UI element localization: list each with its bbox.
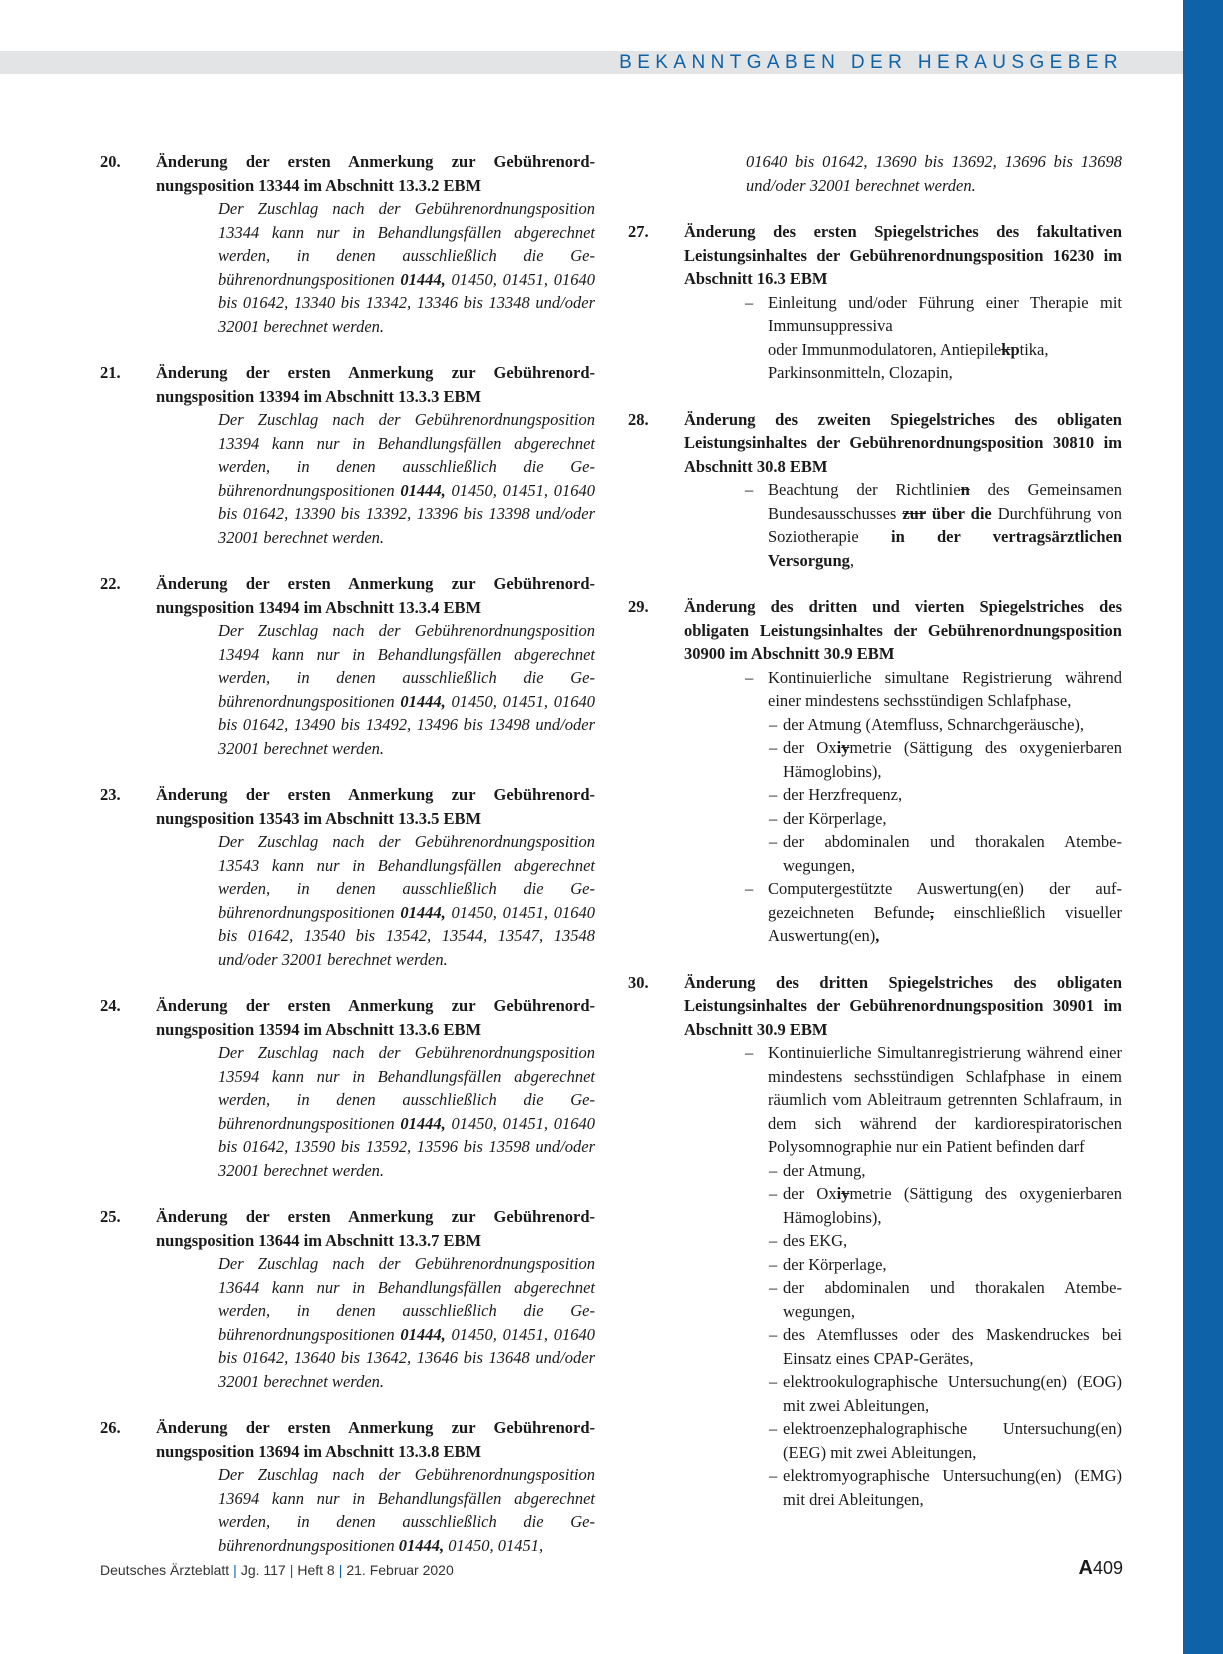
section-body — [218, 830, 595, 971]
body-text: Der Zuschlag nach der Gebührenordnungsposition 13344 kann nur in Behandlungsfällen abgerechnet werden, in denen ausschließlich die Gebührenordnungspositionen — [218, 199, 595, 289]
body-bold-code: 01444, — [400, 1324, 446, 1344]
body-text: Der Zuschlag nach der Gebührenordnungsposition 13543 kann nur in Behandlungsfällen abgerechnet werden, in denen ausschließlich die Gebührenordnungspositionen — [218, 832, 595, 922]
sub-list-item — [769, 1417, 1122, 1464]
section-number: 24. — [100, 996, 121, 1015]
section-number: 30. — [628, 972, 649, 992]
body-text: Der Zuschlag nach der Gebührenordnungsposition 13694 kann nur in Behandlungsfällen abgerechnet werden, in denen ausschließlich die Gebührenordnungspositionen — [218, 1465, 595, 1555]
dash-marker: – — [745, 292, 754, 312]
journal-name: Deutsches Ärzteblatt — [100, 1562, 230, 1578]
page-prefix: A — [1078, 1557, 1093, 1579]
dash-marker: – — [769, 1184, 778, 1203]
text: tika, — [1019, 339, 1049, 359]
sub-list-item — [769, 1253, 1122, 1277]
sub-item-text: der abdominalen und thorakalen Atembewegungen, — [783, 832, 1122, 875]
sub-list-item — [769, 713, 1122, 737]
section-30 — [628, 971, 1122, 1512]
section-heading: Änderung des ersten Spiegelstriches des fakultativen Leistungsinhaltes der Gebührenordnungsposition 16230 im Abschnitt 16.3 EBM — [684, 222, 1122, 288]
section-body — [218, 1041, 595, 1182]
struck-text: zur — [902, 503, 926, 523]
struck-text: y — [841, 1184, 850, 1203]
body-bold-code: 01444, — [400, 1113, 446, 1133]
section-heading: Änderung der ersten Anmerkung zur Gebührenordnungsposition 13494 im Abschnitt 13.3.4 EBM — [156, 574, 595, 617]
list-item-line: Parkinsonmitteln, Clozapin, — [768, 363, 953, 382]
body-text: 01450, 01451, 01640 bis 01642, 13540 bis 13542, 13544, 13547, 13548 und/oder 32001 berechnet werden. — [218, 902, 595, 969]
section-heading: Änderung der ersten Anmerkung zur Gebührenordnungsposition 13344 im Abschnitt 13.3.2 EBM — [156, 152, 595, 195]
body-text: 01450, 01451, — [444, 1535, 544, 1555]
list-item — [745, 291, 1122, 338]
section-number: 21. — [100, 363, 121, 382]
separator: | — [289, 1562, 294, 1578]
text: Computergestützte Auswertung(en) der aufgezeichneten Befunde — [768, 879, 1122, 922]
inserted-text: i — [836, 1184, 842, 1203]
inserted-text: , — [875, 926, 880, 945]
section-number: 22. — [100, 574, 121, 593]
sub-item-text: der Körperlage, — [783, 808, 887, 828]
text: oder Immunmodulatoren, Antiepile — [768, 339, 1002, 359]
section-heading: Änderung des dritten Spiegelstriches des obligaten Leistungsinhaltes der Gebührenordnungsposition 30901 im Abschnitt 30.9 EBM — [684, 972, 1122, 1039]
body-text: 01450, 01451, 01640 bis 01642, 13590 bis 13592, 13596 bis 13598 und/oder 32001 berechnet werden. — [218, 1113, 595, 1180]
text: Beachtung der Richtlinie — [768, 480, 961, 499]
body-bold-code: 01444, — [400, 902, 446, 922]
issue-date: 21. Februar 2020 — [346, 1562, 454, 1578]
section-body — [218, 197, 595, 338]
inserted-text: über die — [925, 503, 992, 523]
sub-item-text: der Körperlage, — [783, 1254, 887, 1274]
body-bold-code: 01444, — [398, 1535, 445, 1555]
dash-marker: – — [769, 1160, 778, 1180]
section-heading: Änderung der ersten Anmerkung zur Gebührenordnungsposition 13644 im Abschnitt 13.3.7 EBM — [156, 1207, 595, 1250]
section-number: 23. — [100, 785, 121, 804]
list-item-text: Kontinuierliche Simultanregistrierung während einer mindestens sechsstündigen Schlafphase in einem räumlich vom Ableitraum getrennten Schlafraum, in dem sich während der kardiorespiratorischen Polysomnographie nur ein Patient befinden darf — [768, 1043, 1122, 1156]
text: des Gemeinsamen Bundesausschusses — [768, 480, 1122, 523]
list-item — [745, 478, 1123, 572]
sub-list-item — [769, 736, 1122, 783]
dash-marker: – — [769, 785, 778, 804]
blue-edge-stripe — [1183, 0, 1223, 1654]
dash-marker: – — [769, 1372, 778, 1391]
dash-marker: – — [769, 832, 778, 851]
issue: Heft 8 — [297, 1562, 335, 1578]
section-number: 25. — [100, 1207, 121, 1226]
section-number: 27. — [628, 222, 649, 241]
inserted-text: i — [836, 738, 842, 757]
body-text: 01450, 01451, 01640 bis 01642, 13490 bis 13492, 13496 bis 13498 und/oder 32001 berechnet werden. — [218, 691, 595, 758]
section-20 — [100, 150, 595, 338]
section-body — [218, 1463, 595, 1557]
separator: | — [338, 1562, 343, 1578]
dash-marker: – — [769, 1325, 778, 1344]
section-27 — [628, 220, 1122, 385]
section-number: 29. — [628, 597, 649, 616]
sub-list-item — [769, 1229, 1122, 1253]
sub-list-item — [769, 830, 1122, 877]
section-23 — [100, 783, 595, 971]
list-item-text: Kontinuierliche simultane Registrierung während einer mindestens sechsstündigen Schlafphase, — [768, 667, 1122, 710]
body-text: 01450, 01451, 01640 bis 01642, 13340 bis 13342, 13346 bis 13348 und/oder 32001 berechnet werden. — [218, 269, 595, 336]
body-text: Der Zuschlag nach der Gebührenordnungsposition 13494 kann nur in Behandlungsfällen abgerechnet werden, in denen ausschließlich die Gebührenordnungspositionen — [218, 621, 595, 711]
sub-list-item — [769, 1182, 1122, 1229]
text: , — [849, 550, 855, 570]
sub-list-item — [769, 1370, 1122, 1417]
dash-marker: – — [745, 879, 754, 898]
section-25 — [100, 1205, 595, 1393]
section-24 — [100, 994, 595, 1182]
body-bold-code: 01444, — [400, 269, 446, 289]
dash-marker: – — [745, 480, 754, 499]
dash-marker: – — [769, 1419, 778, 1438]
volume: Jg. 117 — [240, 1562, 286, 1578]
section-28 — [628, 408, 1122, 573]
list-item-line — [768, 338, 1122, 362]
body-bold-code: 01444, — [400, 691, 446, 711]
dash-marker: – — [745, 1043, 754, 1062]
list-item-text: Einleitung und/oder Führung einer Therapie mit Immunsuppressiva — [768, 292, 1122, 335]
section-heading: Änderung der ersten Anmerkung zur Gebührenordnungsposition 13594 im Abschnitt 13.3.6 EBM — [156, 996, 595, 1039]
body-bold-code: 01444, — [400, 480, 446, 500]
text: der Ox — [783, 738, 837, 757]
section-body — [218, 1252, 595, 1393]
section-heading: Änderung des zweiten Spiegelstriches des obligaten Leistungsinhaltes der Gebührenordnungsposition 30810 im Abschnitt 30.8 EBM — [684, 409, 1122, 476]
list-item — [745, 666, 1122, 713]
dash-marker: – — [745, 667, 754, 687]
dash-marker: – — [769, 714, 778, 734]
sub-list-item — [769, 1323, 1122, 1370]
section-heading: Änderung des dritten und vierten Spiegelstriches des obligaten Leistungsinhaltes der Gebührenordnungsposition 30900 im Abschnitt 30.9 EBM — [684, 597, 1122, 663]
body-text: Der Zuschlag nach der Gebührenordnungsposition 13594 kann nur in Behandlungsfällen abgerechnet werden, in denen ausschließlich die Gebührenordnungspositionen — [218, 1043, 595, 1133]
dash-marker: – — [769, 1231, 778, 1250]
body-text: 01450, 01451, 01640 bis 01642, 13390 bis 13392, 13396 bis 13398 und/oder 32001 berechnet werden. — [218, 480, 595, 547]
section-29 — [628, 595, 1122, 948]
sub-list-item — [769, 807, 1122, 831]
section-number: 28. — [628, 409, 649, 429]
sub-item-text: elektromyographische Untersuchung(en) (EMG) mit drei Ableitungen, — [783, 1466, 1122, 1509]
dash-marker: – — [769, 808, 778, 828]
section-body — [218, 408, 595, 549]
left-column — [100, 150, 595, 1580]
body-text: Der Zuschlag nach der Gebührenordnungsposition 13394 kann nur in Behandlungsfällen abgerechnet werden, in denen ausschließlich die Gebührenordnungspositionen — [218, 410, 595, 500]
sub-list-item — [769, 1276, 1122, 1323]
section-heading: Änderung der ersten Anmerkung zur Gebührenordnungsposition 13543 im Abschnitt 13.3.5 EBM — [156, 785, 595, 828]
body-text: Der Zuschlag nach der Gebührenordnungsposition 13644 kann nur in Behandlungsfällen abgerechnet werden, in denen ausschließlich die Gebührenordnungspositionen — [218, 1254, 595, 1344]
section-header-title: BEKANNTGABEN DER HERAUSGEBER — [619, 52, 1123, 73]
section-22 — [100, 572, 595, 760]
sub-list-item — [769, 1464, 1122, 1511]
sub-list-item — [769, 1159, 1122, 1183]
body-text: 01450, 01451, 01640 bis 01642, 13640 bis 13642, 13646 bis 13648 und/oder 32001 berechnet werden. — [218, 1324, 595, 1391]
struck-text: k — [1001, 339, 1011, 359]
footer-citation — [100, 1560, 454, 1580]
page-number — [1079, 1555, 1124, 1581]
sub-item-text: der Atmung (Atemfluss, Schnarchgeräusche), — [783, 714, 1085, 734]
list-item — [745, 877, 1122, 948]
separator: | — [233, 1562, 237, 1578]
section-26-continuation: 01640 bis 01642, 13690 bis 13692, 13696 bis 13698 und/oder 32001 berechnet werden. — [746, 152, 1122, 195]
sub-list-item — [769, 783, 1122, 807]
sub-item-text: elektrookulographische Untersuchung(en) (EOG) mit zwei Ableitungen, — [783, 1372, 1122, 1415]
dash-marker: – — [769, 1466, 778, 1485]
section-number: 26. — [100, 1418, 121, 1437]
inserted-text: in der vertragsärztlichen Versorgung — [768, 527, 1122, 570]
dash-marker: – — [769, 1254, 778, 1274]
sub-item-text: der Herzfrequenz, — [783, 785, 903, 804]
text: Durchführung von Soziotherapie — [768, 503, 1123, 546]
section-21 — [100, 361, 595, 549]
sub-item-text: der abdominalen und thorakalen Atembewegungen, — [783, 1278, 1122, 1321]
sub-item-text: des Atemflusses oder des Maskendruckes bei Einsatz eines CPAP-Gerätes, — [783, 1325, 1122, 1368]
section-heading: Änderung der ersten Anmerkung zur Gebührenordnungsposition 13694 im Abschnitt 13.3.8 EBM — [156, 1418, 595, 1461]
struck-text: y — [841, 738, 850, 757]
section-26 — [100, 1416, 595, 1557]
text: einschließlich visueller Auswertung(en) — [768, 902, 1122, 945]
text: metrie (Sättigung des oxygenierbaren Hämoglobins), — [783, 1184, 1122, 1227]
sub-item-text: der Atmung, — [783, 1160, 866, 1180]
section-number: 20. — [100, 152, 121, 171]
page-number-value: 409 — [1092, 1558, 1123, 1578]
right-column — [628, 150, 1122, 1534]
section-heading: Änderung der ersten Anmerkung zur Gebührenordnungsposition 13394 im Abschnitt 13.3.3 EBM — [156, 363, 595, 406]
list-item — [745, 1041, 1122, 1159]
text: metrie (Sättigung des oxygenierbaren Hämoglobins), — [783, 738, 1122, 781]
section-body — [218, 619, 595, 760]
sub-item-text: des EKG, — [783, 1231, 848, 1250]
struck-text: , — [929, 902, 934, 922]
dash-marker: – — [769, 738, 778, 757]
sub-item-text: elektroenzephalographische Untersuchung(en) (EEG) mit zwei Ableitungen, — [783, 1419, 1122, 1462]
dash-marker: – — [769, 1278, 778, 1297]
inserted-text: p — [1010, 339, 1020, 359]
struck-text: n — [960, 480, 970, 499]
text: der Ox — [783, 1184, 837, 1203]
